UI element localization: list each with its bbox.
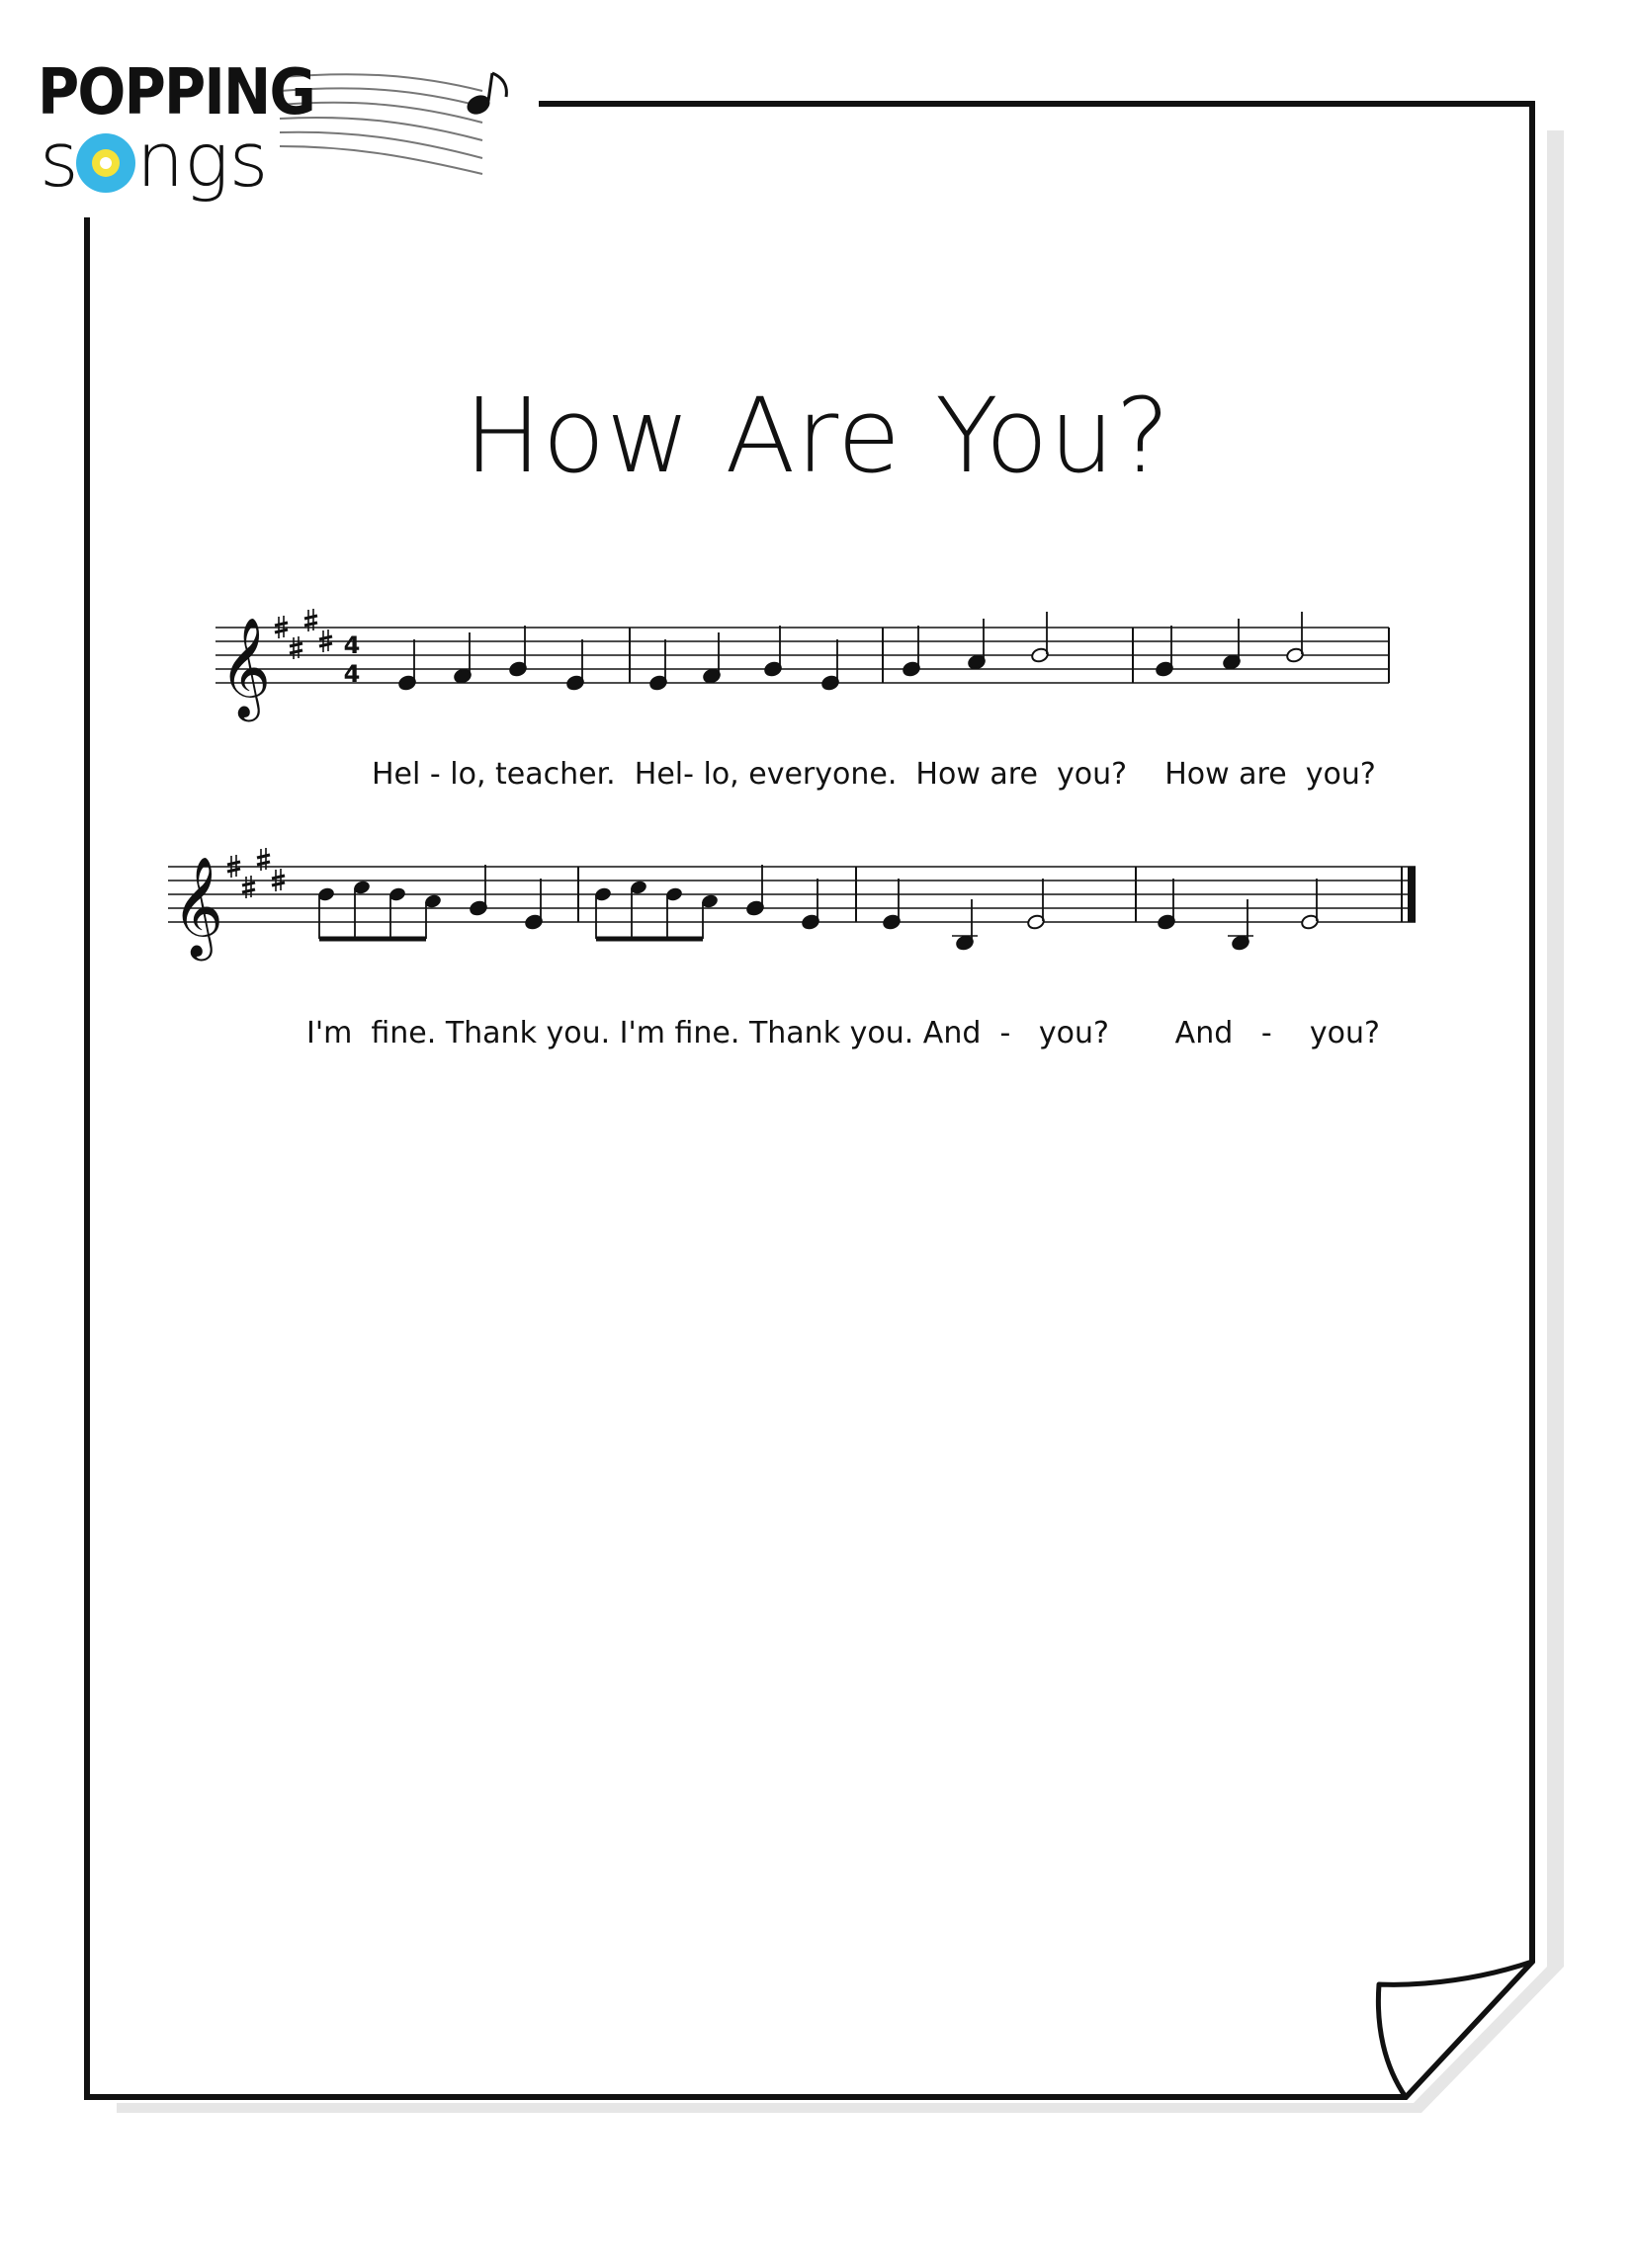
time-signature-bottom: 4 xyxy=(343,660,361,688)
time-signature-top: 4 xyxy=(343,631,361,659)
logo-wordmark-popping: POPPING xyxy=(38,56,314,129)
svg-text:ngs: ngs xyxy=(136,116,269,204)
lyrics-line-1: Hel - lo, teacher. Hel- lo, everyone. How are you? How are you? xyxy=(372,757,1376,792)
lyrics-line-2: I'm fine. Thank you. I'm fine. Thank you. And - you? And - you? xyxy=(306,1016,1380,1050)
treble-clef-icon: 𝄞 xyxy=(219,616,272,717)
treble-clef-icon: 𝄞 xyxy=(172,855,224,957)
final-barline xyxy=(1408,867,1416,922)
svg-text:s: s xyxy=(40,116,79,204)
page-title: How Are You? xyxy=(464,376,1171,496)
